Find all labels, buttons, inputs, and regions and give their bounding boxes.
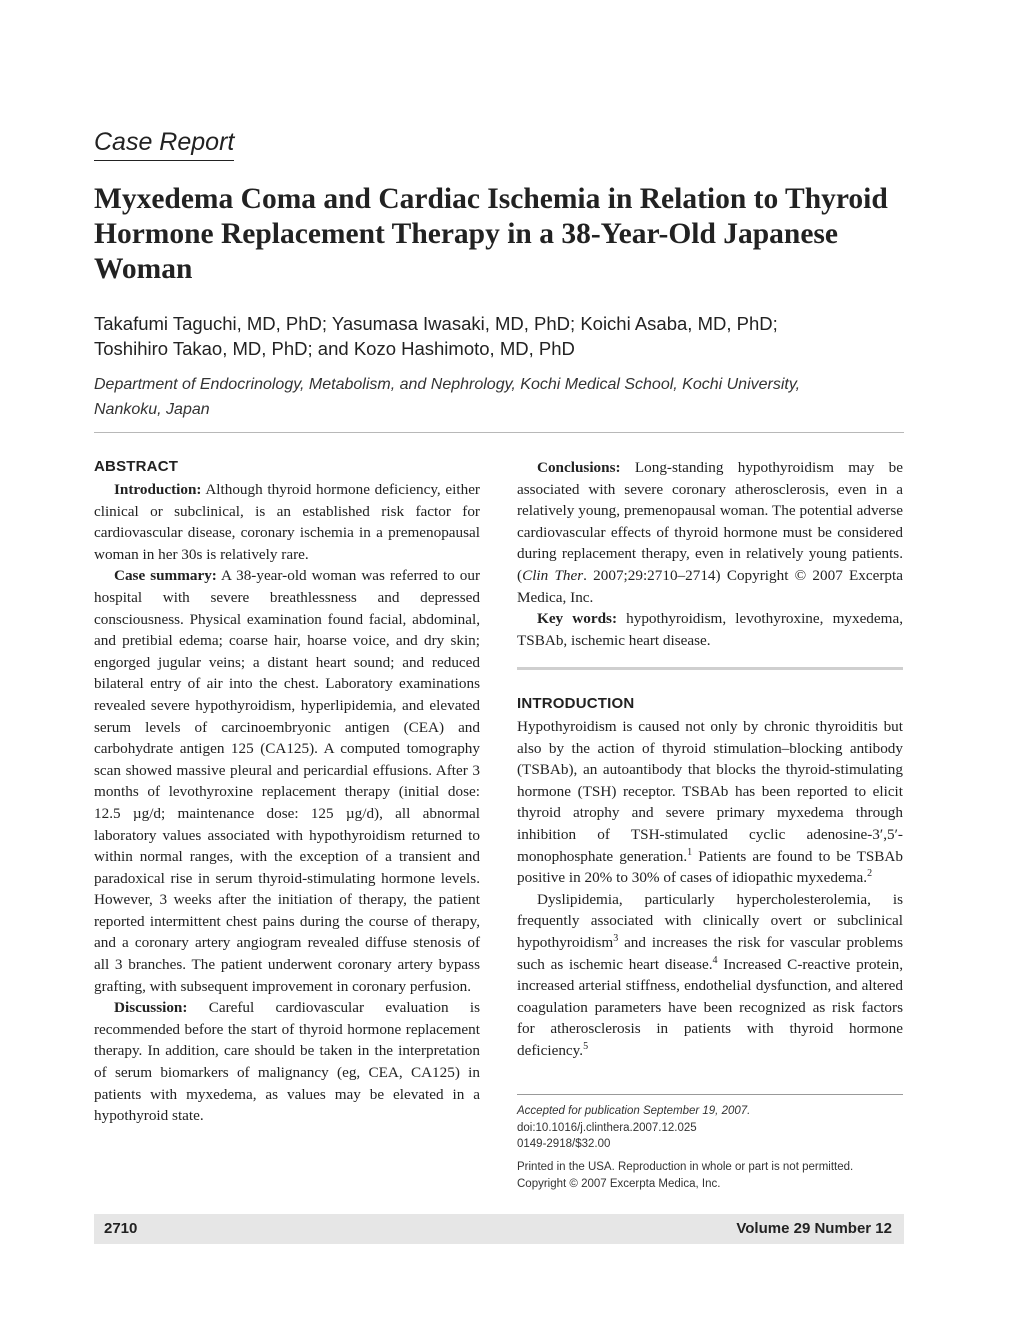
reference-marker: 2 xyxy=(867,868,873,880)
page-footer xyxy=(94,1214,904,1244)
volume-info: Volume 29 Number 12 xyxy=(736,1220,892,1237)
introduction-text: and increases the risk for vascular problems such as ischemic heart disease. xyxy=(517,933,903,973)
abstract-discussion xyxy=(94,997,480,1127)
citation-rest: . 2007;29:2710–2714) Copyright © 2007 Excerpta Medica, Inc. xyxy=(517,566,903,606)
introduction-column xyxy=(517,694,903,1062)
author-list xyxy=(94,311,914,361)
introduction-paragraph xyxy=(517,716,903,889)
printed-notice: Printed in the USA. Reproduction in whole or part is not permitted. xyxy=(517,1161,854,1173)
page-number: 2710 xyxy=(104,1220,138,1237)
keywords xyxy=(517,608,903,651)
abstract-heading: ABSTRACT xyxy=(94,458,179,475)
abstract-column-continued xyxy=(517,457,903,651)
abstract-introduction-text: Although thyroid hormone deficiency, either clinical or subclinical, is an established risk factor for cardiovascular disease, coronary ischemia in a premenopausal woman in her 30s is relatively rare. xyxy=(94,481,480,563)
abstract-conclusions-label: Conclusions: xyxy=(537,459,621,476)
article-title: Myxedema Coma and Cardiac Ischemia in Relation to Thyroid Hormone Replacement Therapy in a 38-Year-Old Japanese Woman xyxy=(94,183,888,285)
section-label: Case Report xyxy=(94,128,234,161)
abstract-discussion-text: Careful cardiovascular evaluation is recommended before the start of thyroid hormone replacement therapy. In addition, care should be taken in the interpretation of serum biomarkers of malignancy (eg, CEA, CA125) in patients with myxedema, as values may be elevated in a hypothyroid state. xyxy=(94,999,480,1125)
affiliation-line: Department of Endocrinology, Metabolism, and Nephrology, Kochi Medical School, Kochi University, xyxy=(94,376,801,393)
introduction-text: Hypothyroidism is caused not only by chronic thyroiditis but also by the action of thyroid stimulation–blocking antibody (TSBAb), an autoantibody that blocks the thyroid-stimulating hormone (TSH) receptor. TSBAb has been reported to elicit thyroid atrophy and severe primary myxedema through inhibition of TSH-stimulated cyclic adenosine-3′,5′-monophosphate generation. xyxy=(517,718,903,865)
introduction-heading: INTRODUCTION xyxy=(517,695,635,712)
abstract-case-label: Case summary: xyxy=(114,567,217,585)
accepted-date: Accepted for publication September 19, 2007. xyxy=(517,1105,751,1117)
issn: 0149-2918/$32.00 xyxy=(517,1138,611,1150)
reference-marker: 5 xyxy=(583,1040,589,1052)
abstract-column xyxy=(94,457,480,1127)
abstract-divider xyxy=(517,667,903,670)
abstract-case-summary xyxy=(94,565,480,997)
introduction-paragraph xyxy=(517,889,903,1062)
header-divider xyxy=(94,432,904,433)
affiliation xyxy=(94,372,914,422)
publication-info xyxy=(517,1103,903,1153)
footnote-divider xyxy=(517,1094,903,1095)
reference-marker: 4 xyxy=(712,954,718,966)
introduction-text: Patients are found to be TSBAb positive in 20% to 30% of cases of idiopathic myxedema. xyxy=(517,847,903,887)
introduction-text: Increased C-reactive protein, increased arterial stiffness, endothelial dysfunction, and altered coagulation parameters have been recognized as risk factors for atherosclerosis in patients with thyroid hormone deficiency. xyxy=(517,955,903,1059)
keywords-label: Key words: xyxy=(537,610,618,628)
abstract-conclusions-text: Long-standing hypothyroidism may be associated with severe coronary atherosclerosis, even in a relatively young, premenopausal woman. The potential adverse cardiovascular effects of thyroid hormone must be considered during replacement therapy, even in relatively young patients. ( xyxy=(517,459,903,584)
abstract-discussion-label: Discussion: xyxy=(114,999,188,1017)
abstract-introduction xyxy=(94,479,480,565)
keywords-text: hypothyroidism, levothyroxine, myxedema, TSBAb, ischemic heart disease. xyxy=(517,610,903,649)
reference-marker: 3 xyxy=(613,932,619,944)
abstract-conclusions xyxy=(517,457,903,608)
affiliation-line: Nankoku, Japan xyxy=(94,401,210,418)
introduction-text: Dyslipidemia, particularly hypercholesterolemia, is frequently associated with clinically overt or subclinical hypothyroidism xyxy=(517,890,903,951)
citation-journal: Clin Ther xyxy=(522,566,584,584)
reference-marker: 1 xyxy=(687,846,693,858)
author-line: Toshihiro Takao, MD, PhD; and Kozo Hashimoto, MD, PhD xyxy=(94,338,575,359)
author-line: Takafumi Taguchi, MD, PhD; Yasumasa Iwasaki, MD, PhD; Koichi Asaba, MD, PhD; xyxy=(94,313,778,334)
doi: doi:10.1016/j.clinthera.2007.12.025 xyxy=(517,1121,697,1134)
rights-info xyxy=(517,1159,903,1192)
abstract-case-text: A 38-year-old woman was referred to our hospital with severe breathlessness and depressed consciousness. Physical examination found facial, abdominal, and pretibial edema; coarse hair, hoarse voice, and dry skin; engorged jugular veins; a distant heart sound; and reduced bilateral entry of air into the chest. Laboratory examinations revealed severe hypothyroidism, hyperlipidemia, and elevated serum levels of carcinoembryonic antigen (CEA) and carbohydrate antigen 125 (CA125). A computed tomography scan showed massive pleural and pericardial effusions. After 3 months of levothyroxine replacement therapy (initial dose: 12.5 µg/d; maintenance dose: 125 µg/d), all abnormal laboratory values associated with hypothyroidism returned to within normal ranges, with the exception of a transient and paradoxical rise in serum thyroid-stimulating hormone levels. However, 3 weeks after the initiation of therapy, the patient reported intermittent chest pains during the course of therapy, and a coronary artery angiogram revealed diffuse stenosis of all 3 branches. The patient underwent coronary artery bypass grafting, with subsequent improvement in coronary perfusion. xyxy=(94,567,480,995)
copyright-notice: Copyright © 2007 Excerpta Medica, Inc. xyxy=(517,1177,721,1190)
abstract-introduction-label: Introduction: xyxy=(114,481,202,498)
